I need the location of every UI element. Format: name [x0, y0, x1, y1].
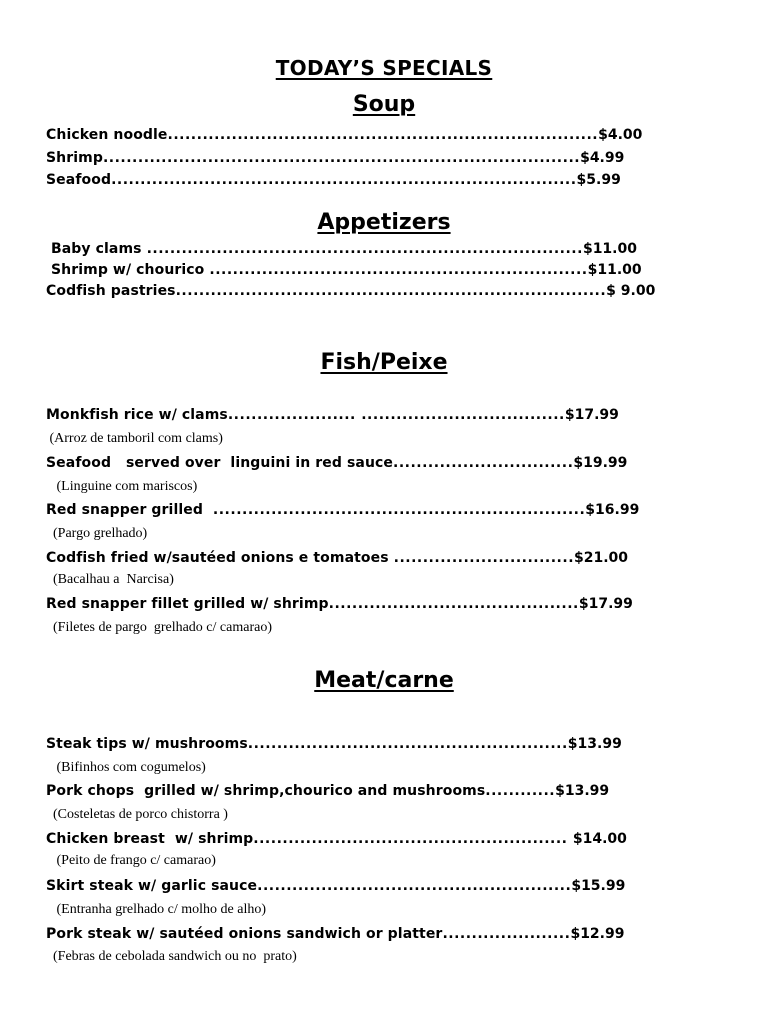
section-heading-appetizers: Appetizers — [317, 210, 451, 235]
section-heading-meat: Meat/carne — [314, 668, 454, 693]
menu-title: TODAY’S SPECIALS — [275, 56, 493, 80]
menu-item: Chicken breast w/ shrimp...................................................... $14.00 — [46, 831, 627, 847]
menu-item: Baby clams ...........................................................................$11.00 — [46, 241, 637, 257]
menu-item-translation: (Linguine com mariscos) — [46, 479, 198, 494]
menu-item: Shrimp w/ chourico .................................................................$11.00 — [46, 262, 642, 278]
menu-item: Codfish pastries..........................................................................$ 9.00 — [46, 283, 656, 299]
menu-item-translation: (Bifinhos com cogumelos) — [46, 760, 206, 775]
menu-item-translation: (Filetes de pargo grelhado c/ camarao) — [46, 620, 272, 635]
menu-item: Monkfish rice w/ clams...................... ...................................$17.99 — [46, 407, 619, 423]
menu-item: Seafood served over linguini in red sauce...............................$19.99 — [46, 455, 628, 471]
menu-item-translation: (Febras de cebolada sandwich ou no prato) — [46, 949, 297, 964]
menu-item: Pork steak w/ sautéed onions sandwich or platter......................$12.99 — [46, 926, 625, 942]
menu-item: Red snapper fillet grilled w/ shrimp...........................................$17.99 — [46, 596, 633, 612]
menu-item: Skirt steak w/ garlic sauce......................................................$15.99 — [46, 878, 626, 894]
menu-item-translation: (Peito de frango c/ camarao) — [46, 853, 216, 868]
menu-item: Red snapper grilled ................................................................$16.99 — [46, 502, 640, 518]
menu-item-translation: (Bacalhau a Narcisa) — [46, 572, 174, 587]
menu-item-translation: (Arroz de tamboril com clams) — [46, 431, 223, 446]
menu-item: Shrimp..................................................................................$4.99 — [46, 150, 625, 166]
menu-item-translation: (Pargo grelhado) — [46, 526, 148, 541]
menu-item-translation: (Entranha grelhado c/ molho de alho) — [46, 902, 267, 917]
menu-item: Steak tips w/ mushrooms.......................................................$13.99 — [46, 736, 622, 752]
menu-item: Chicken noodle..........................................................................$4.00 — [46, 127, 643, 143]
menu-item: Pork chops grilled w/ shrimp,chourico and mushrooms............$13.99 — [46, 783, 610, 799]
section-heading-fish: Fish/Peixe — [320, 350, 448, 375]
menu-item: Codfish fried w/sautéed onions e tomatoes ...............................$21.00 — [46, 550, 629, 566]
section-heading-soup: Soup — [352, 92, 416, 117]
menu-item: Seafood................................................................................$5.99 — [46, 172, 621, 188]
menu-item-translation: (Costeletas de porco chistorra ) — [46, 807, 228, 822]
